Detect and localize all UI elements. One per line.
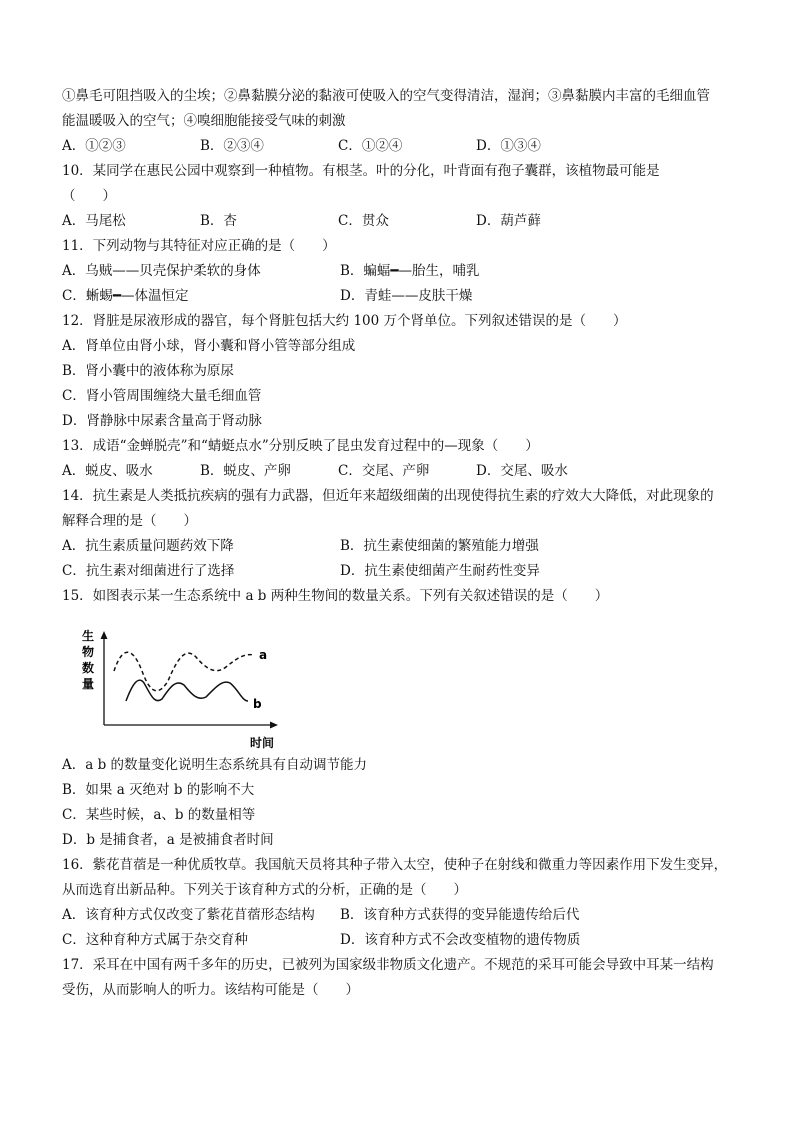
q14-option-a: A．抗生素质量问题药效下降	[62, 538, 234, 554]
q9-stem-line-2: 能温暖吸入的空气；④嗅细胞能接受气味的刺激	[62, 113, 346, 129]
curve-b-label: b	[253, 697, 262, 711]
ylabel-char-1: 生	[81, 629, 95, 643]
exam-page	[62, 84, 742, 1003]
q15-option-c: C．某些时候，a、b 的数量相等	[62, 807, 256, 823]
q13-option-b: B．蜕皮、产卵	[200, 463, 291, 479]
ylabel-char-2: 物	[81, 645, 95, 659]
q11-option-c: C．蜥蜴━—体温恒定	[62, 288, 189, 304]
q10-stem-line-1: 10．某同学在惠民公园中观察到一种植物。有根茎。叶的分化，叶背面有孢子囊群，该植物最可能是	[62, 163, 660, 179]
q17-stem-line-1: 17．采耳在中国有两千多年的历史，已被列为国家级非物质文化遗产。不规范的采耳可能会导致中耳某一结构	[62, 957, 714, 973]
q15-option-a: A．a b 的数量变化说明生态系统具有自动调节能力	[62, 757, 368, 773]
q14-stem-line-2: 解释合理的是（ ）	[62, 513, 197, 529]
curve-b	[126, 680, 248, 701]
q14-stem-line-1: 14．抗生素是人类抵抗疾病的强有力武器，但近年来超级细菌的出现使得抗生素的疗效大大降低，对此现象的	[62, 488, 714, 504]
q16-options-row-2	[62, 928, 742, 953]
q17-stem-line-2: 受伤，从而影响人的听力。该结构可能是（ ）	[62, 982, 359, 998]
q12-option-a: A．肾单位由肾小球，肾小囊和肾小管等部分组成	[62, 338, 356, 354]
q14-options-row-1	[62, 534, 742, 559]
q15-stem: 15．如图表示某一生态系统中 a b 两种生物间的数量关系。下列有关叙述错误的是（ ）	[62, 588, 609, 604]
q12-stem: 12．肾脏是尿液形成的器官，每个肾脏包括大约 100 万个肾单位。下列叙述错误的是（ ）	[62, 313, 627, 329]
ylabel-char-4: 量	[81, 677, 95, 691]
q9-options	[62, 134, 742, 159]
q16-stem-line-2: 从而选育出新品种。下列关于该育种方式的分析，正确的是（ ）	[62, 882, 467, 898]
q11-stem: 11．下列动物与其特征对应正确的是（ ）	[62, 238, 336, 254]
q11-options-row-2	[62, 284, 742, 309]
q10-stem-line-2: （ ）	[62, 188, 116, 204]
q12-option-c: C．肾小管周围缠绕大量毛细血管	[62, 388, 262, 404]
q13-option-a: A．蜕皮、吸水	[62, 463, 153, 479]
q10-option-c: C．贯众	[338, 213, 389, 229]
q15-figure-svg	[72, 613, 292, 753]
q12-option-d: D．肾静脉中尿素含量高于肾动脉	[62, 413, 262, 429]
q13-stem: 13．成语“金蝉脱壳”和“蜻蜓点水”分别反映了昆虫发育过程中的—现象（ ）	[62, 438, 539, 454]
q16-stem-line-1: 16．紫花苜蓿是一种优质牧草。我国航天员将其种子带入太空，使种子在射线和微重力等因素作用下发生变异，	[62, 857, 728, 873]
q12-option-b: B．肾小囊中的液体称为原尿	[62, 363, 234, 379]
q10-option-d: D．葫芦藓	[476, 213, 541, 229]
q9-stem-line-1: ①鼻毛可阻挡吸入的尘埃；②鼻黏膜分泌的黏液可使吸入的空气变得清洁，湿润；③鼻黏膜内丰富的毛细血管	[62, 88, 710, 104]
q14-option-c: C．抗生素对细菌进行了选择	[62, 563, 235, 579]
q14-options-row-2	[62, 559, 742, 584]
q15-option-d: D．b 是捕食者，a 是被捕食者时间	[62, 832, 274, 848]
q16-option-c: C．这种育种方式属于杂交育种	[62, 932, 248, 948]
q13-options	[62, 459, 742, 484]
q13-option-d: D．交尾、吸水	[476, 463, 568, 479]
q11-option-b: B．蝙蝠━—胎生，哺乳	[340, 263, 480, 279]
q9-option-b: B．②③④	[200, 138, 264, 154]
q16-options-row-1	[62, 903, 742, 928]
q14-option-b: B．抗生素使细菌的繁殖能力增强	[340, 538, 539, 554]
x-axis-label: 时间	[250, 736, 275, 750]
curve-a-label: a	[259, 648, 268, 662]
q14-option-d: D．抗生素使细菌产生耐药性变异	[340, 563, 540, 579]
q13-option-c: C．交尾、产卵	[338, 463, 430, 479]
q10-option-b: B．杏	[200, 213, 237, 229]
q9-option-a: A．①②③	[62, 138, 126, 154]
q11-option-a: A．乌贼——贝壳保护柔软的身体	[62, 263, 261, 279]
q16-option-d: D．该育种方式不会改变植物的遗传物质	[340, 932, 581, 948]
x-axis-arrow	[270, 722, 278, 729]
y-axis-arrow	[101, 631, 108, 639]
q15-option-b: B．如果 a 灭绝对 b 的影响不大	[62, 782, 255, 798]
ylabel-char-3: 数	[81, 661, 95, 675]
q16-option-b: B．该育种方式获得的变异能遗传给后代	[340, 907, 580, 923]
q10-options	[62, 209, 742, 234]
q11-option-d: D．青蛙——皮肤干燥	[340, 288, 473, 304]
q9-option-c: C．①②④	[338, 138, 403, 154]
q16-option-a: A．该育种方式仅改变了紫花苜蓿形态结构	[62, 907, 315, 923]
q15-population-figure	[62, 613, 742, 753]
q10-option-a: A．马尾松	[62, 213, 126, 229]
q9-option-d: D．①③④	[476, 138, 541, 154]
q11-options-row-1	[62, 259, 742, 284]
